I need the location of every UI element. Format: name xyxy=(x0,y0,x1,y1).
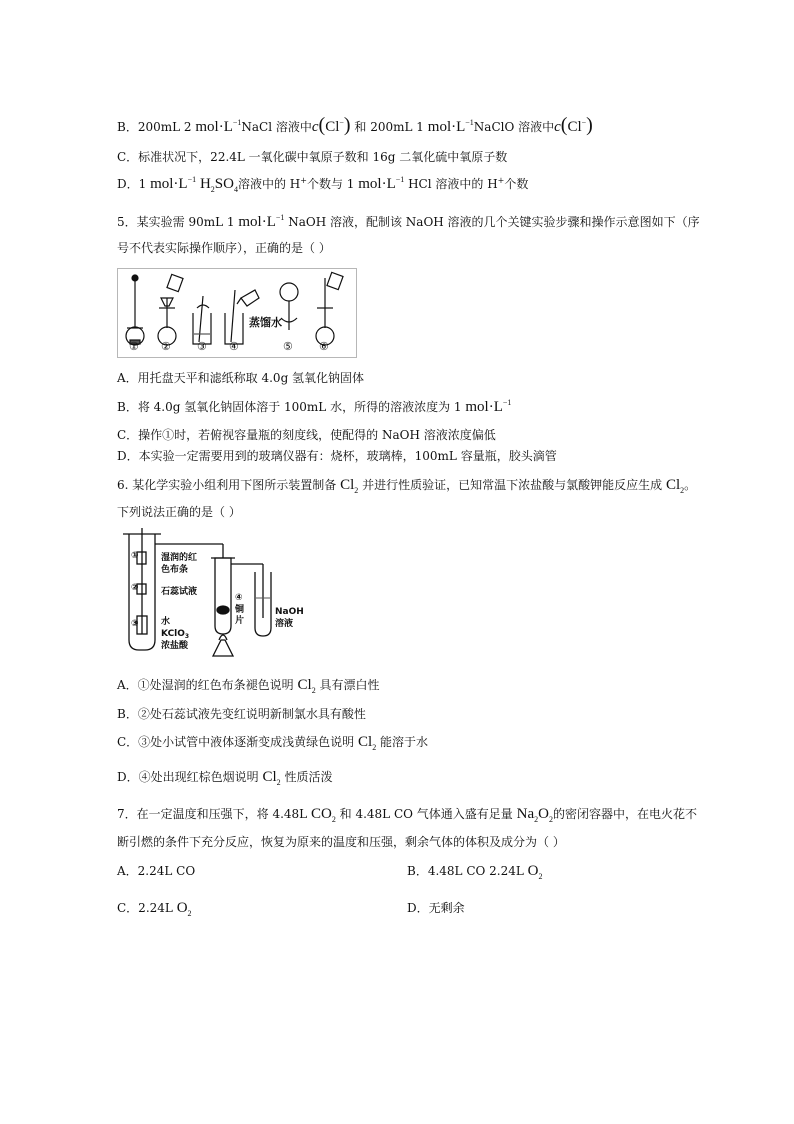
fig-label-naoh-2: 溶液 xyxy=(275,619,294,629)
q7-stem-line1: 7．在一定温度和压强下，将 4.48L $CO_2$ 和 4.48L CO 气体通入盛有足量 $Na_2O_2$的密闭容器中，在电火花不 xyxy=(117,806,697,824)
q7-option-a: A．2.24L CO xyxy=(117,864,196,878)
q5-option-d: D．本实验一定需要用到的玻璃仪器有：烧杯，玻璃棒，100mL 容量瓶，胶头滴管 xyxy=(117,449,557,463)
q7-option-d: D．无剩余 xyxy=(407,901,465,915)
fig-label-naoh: NaOH xyxy=(275,607,304,617)
q5-option-c: C．操作①时，若俯视容量瓶的刻度线，使配得的 NaOH 溶液浓度偏低 xyxy=(117,428,496,442)
step-label-5: ⑤ xyxy=(283,340,293,353)
q5-stem-line2: 号不代表实际操作顺序），正确的是（ ） xyxy=(117,241,331,255)
q6-option-b: B．②处石蕊试液先变红说明新制氯水具有酸性 xyxy=(117,707,366,721)
q7-option-b: B．4.48L CO 2.24L $O_2$ xyxy=(407,863,543,881)
q6-option-c: C．③处小试管中液体逐渐变成浅黄绿色说明 $Cl_2$ 能溶于水 xyxy=(117,734,429,752)
q4-option-b: B．200mL 2 $mol\cdot L^{-1}NaCl$ 溶液中c(Cl−) 和 200mL 1 $mol\cdot L^{-1}NaClO$ 溶液中c(Cl−) xyxy=(117,114,593,136)
fig-mark-4: ④ xyxy=(235,593,243,603)
fig-label-kclo3: KClO$_3$ xyxy=(161,629,190,640)
q6-apparatus-figure xyxy=(117,528,307,663)
q7-stem-line2: 断引燃的条件下充分反应，恢复为原来的温度和压强，剩余气体的体积及成分为（ ） xyxy=(117,835,565,849)
step-label-2: ② xyxy=(161,340,171,353)
fig-label-red-cloth: 湿润的红 xyxy=(161,553,198,563)
fig-mark-2: ② xyxy=(131,583,139,593)
q5-option-a: A．用托盘天平和滤纸称取 4.0g 氢氧化钠固体 xyxy=(117,371,365,385)
fig-label-water: 水 xyxy=(161,617,171,627)
q5-stem-line1: 5．某实验需 90mL 1 $mol\cdot L^{-1}$ NaOH 溶液，配制该 NaOH 溶液的几个关键实验步骤和操作示意图如下（序 xyxy=(117,213,700,230)
q4-option-c: C．标准状况下，22.4L 一氧化碳中氧原子数和 16g 二氧化硫中氧原子数 xyxy=(117,150,508,164)
step-label-4: ④ xyxy=(229,340,239,353)
fig-label-conc-hcl: 浓盐酸 xyxy=(161,641,189,651)
q5-option-b: B．将 4.0g 氢氧化钠固体溶于 100mL 水，所得的溶液浓度为 1 $mol\cdot L^{-1}$ xyxy=(117,398,512,415)
q6-option-d: D．④处出现红棕色烟说明 $Cl_2$ 性质活泼 xyxy=(117,769,333,787)
q5-procedure-figure xyxy=(117,268,357,358)
fig-label-copper: 铜 xyxy=(235,605,245,615)
q6-option-a: A．①处湿润的红色布条褪色说明 $Cl_2$ 具有漂白性 xyxy=(117,677,380,695)
q6-stem-line2: 下列说法正确的是（ ） xyxy=(117,505,241,519)
q7-option-c: C．2.24L $O_2$ xyxy=(117,900,192,918)
fig-label-red-cloth-2: 色布条 xyxy=(161,565,189,575)
step-label-1: ① xyxy=(129,340,139,353)
q6-stem-line1: 6. 某化学实验小组利用下图所示装置制备 $Cl_2$ 并进行性质验证，已知常温下浓盐酸与氯酸钾能反应生成 $Cl_2$。 xyxy=(117,477,697,495)
q4-option-d: D．1 $mol\cdot L^{-1}$ $H_2SO_4$溶液中的 H+个数与 1 $mol\cdot L^{-1}$ HCl 溶液中的 H+个数 xyxy=(117,175,529,194)
fig-label-copper-2: 片 xyxy=(235,616,245,626)
fig-mark-1: ① xyxy=(131,551,139,561)
step-label-6: ⑥ xyxy=(319,340,329,353)
step-label-3: ③ xyxy=(197,340,207,353)
distilled-water-label: 蒸馏水 xyxy=(249,316,282,329)
fig-mark-3: ③ xyxy=(131,619,139,629)
fig-label-litmus: 石蕊试液 xyxy=(161,587,198,597)
